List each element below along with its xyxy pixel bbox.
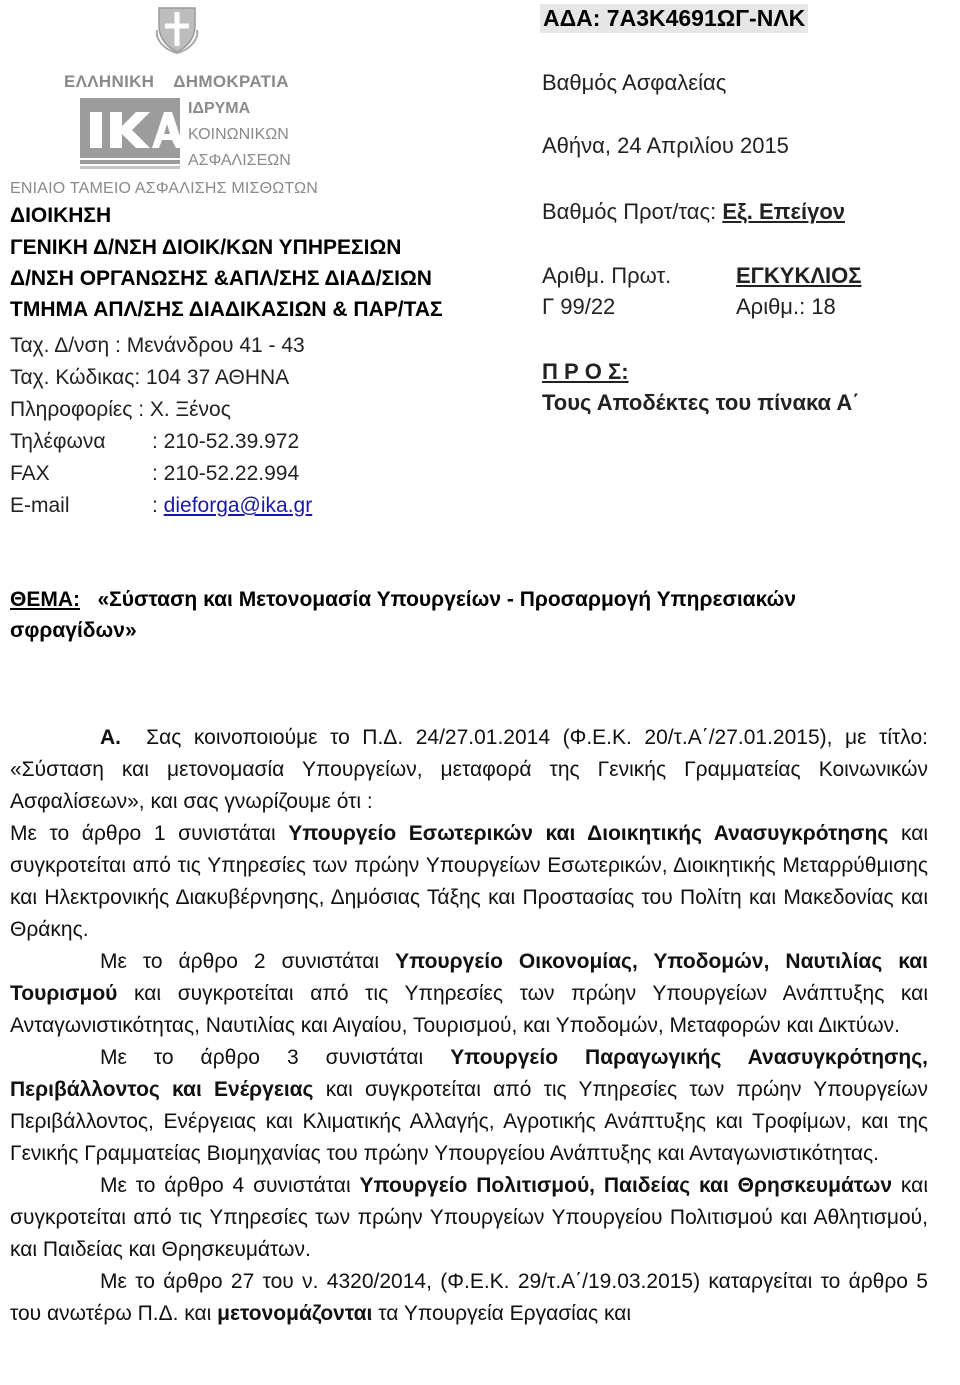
email-label: E-mail [10,494,70,517]
logo-org-line3: ΑΣΦΑΛΙΣΕΩΝ [188,152,291,169]
paragraph-4-text-a: Με το άρθρο 3 συνιστάται [100,1046,451,1069]
paragraph-3-ministry: Υπουργείο Οικονομίας, Υποδομών, Ναυτιλίας και Τουρισμού [10,950,928,1005]
paragraph-2 [10,818,928,946]
sender-fax [10,462,300,486]
fax-label: FAX [10,462,50,485]
priority-label: Βαθμός Προτ/τας: [542,199,723,224]
greek-emblem-icon [155,4,199,54]
priority-value: Εξ. Επείγον [722,199,845,224]
subject [10,584,910,646]
sender-line1: ΔΙΟΙΚΗΣΗ [10,204,112,227]
ika-logo-icon [80,98,180,170]
paragraph-1 [10,722,934,818]
paragraph-2-text-a: Με το άρθρο 1 συνιστάται [10,822,289,845]
security-grade: Βαθμός Ασφαλείας [542,70,727,95]
paragraph-3 [10,946,928,1042]
phone-label: Τηλέφωνα [10,430,106,453]
paragraph-6-keyword: μετονομάζονται [217,1302,373,1325]
circular-number: Αριθμ.: 18 [736,294,836,319]
sender-phone [10,430,300,454]
paragraph-5-text-c: και συγκροτείται από τις Υπηρεσίες των πρώην Υπουργείων Υπουργείου Πολιτισμού και Αθλητισμού, και Παιδείας και Θρησκευμάτων. [10,1174,928,1261]
paragraph-4-text-c: και συγκροτείται από τις Υπηρεσίες των πρώην Υπουργείων Περιβάλλοντος, Ενέργειας και Κλιματικής Αλλαγής, Αγροτικής Ανάπτυξης και Τροφίμων, και της Γενικής Γραμματείας Βιομηχανίας του πρώην Υπουργείου Ανάπτυξης και Ανταγωνιστικότητας. [10,1078,929,1165]
paragraph-5-ministry: Υπουργείο Πολιτισμού, Παιδείας και Θρησκευμάτων [359,1174,893,1197]
protocol-label: Αριθμ. Πρωτ. [542,263,672,288]
logo-country [64,72,289,92]
recipients-value: Τους Αποδέκτες του πίνακα Α΄ [542,390,860,415]
subject-text: «Σύσταση και Μετονομασία Υπουργείων - Προσαρμογή Υπηρεσιακών σφραγίδων» [10,588,802,642]
logo-country-word2: ΔΗΜΟΚΡΑΤΙΑ [173,72,289,91]
document-body [10,722,934,1330]
logo-org-line1: ΙΔΡΥΜΑ [188,100,251,117]
email-value-wrap [152,494,312,518]
paragraph-6 [10,1266,928,1330]
logo-country-word1: ΕΛΛΗΝΙΚΗ [64,72,155,91]
protocol-value: Γ 99/22 [542,294,616,319]
paragraph-4-ministry: Υπουργείο Παραγωγικής Ανασυγκρότησης, Περιβάλλοντος και Ενέργειας [10,1046,928,1101]
paragraph-3-text-a: Με το άρθρο 2 συνιστάται [100,950,396,973]
paragraph-1-text: Σας κοινοποιούμε το Π.Δ. 24/27.01.2014 (Φ.Ε.Κ. 20/τ.Α΄/27.01.2015), με τίτλο: «Σύσταση και μετονομασία Υπουργείων, μεταφορά της Γενικής Γραμματείας Κοινωνικών Ασφαλίσεων», και σας γνωρίζουμε ότι : [10,726,934,813]
phone-value: : 210-52.39.972 [152,430,300,453]
paragraph-1-lead: Α. [100,726,121,749]
paragraph-5-text-a: Με το άρθρο 4 συνιστάται [100,1174,360,1197]
sender-line2: ΓΕΝΙΚΗ Δ/ΝΣΗ ΔΙΟΙΚ/ΚΩΝ ΥΠΗΡΕΣΙΩΝ [10,236,402,259]
sender-address: Ταχ. Δ/νση : Μενάνδρου 41 - 43 [10,334,305,357]
document-date: Αθήνα, 24 Απριλίου 2015 [542,133,789,158]
sender-line4: ΤΜΗΜΑ ΑΠΛ/ΣΗΣ ΔΙΑΔΙΚΑΣΙΩΝ & ΠΑΡ/ΤΑΣ [10,298,443,321]
email-prefix: : [152,494,164,517]
sender-email [10,494,313,518]
logo-fund-name: ΕΝΙΑΙΟ ΤΑΜΕΙΟ ΑΣΦΑΛΙΣΗΣ ΜΙΣΘΩΤΩΝ [10,180,319,197]
recipients-label: Π Ρ Ο Σ: [542,359,629,384]
paragraph-4 [10,1042,928,1170]
fax-value: : 210-52.22.994 [152,462,300,485]
circular-label: ΕΓΚΥΚΛΙΟΣ [736,263,862,288]
paragraph-2-ministry: Υπουργείο Εσωτερικών και Διοικητικής Ανασυγκρότησης [288,822,889,845]
logo-org-line2: ΚΟΙΝΩΝΙΚΩΝ [188,126,289,143]
sender-info: Πληροφορίες : Χ. Ξένος [10,398,231,421]
paragraph-2-text-c: και συγκροτείται από τις Υπηρεσίες των πρώην Υπουργείων Εσωτερικών, Διοικητικής Μεταρρύθμισης και Ηλεκτρονικής Διακυβέρνησης, Δημόσιας Τάξης και Προστασίας του Πολίτη και Μακεδονίας και Θράκης. [10,822,928,941]
paragraph-6-text-a: Με το άρθρο 27 του ν. 4320/2014, (Φ.Ε.Κ. 29/τ.Α΄/19.03.2015) καταργείται το άρθρο 5 του ανωτέρω Π.Δ. και [10,1270,928,1325]
sender-line3: Δ/ΝΣΗ ΟΡΓΑΝΩΣΗΣ &ΑΠΛ/ΣΗΣ ΔΙΑΔ/ΣΙΩΝ [10,267,432,290]
paragraph-3-text-c: και συγκροτείται από τις Υπηρεσίες των πρώην Υπουργείων Ανάπτυξης και Ανταγωνιστικότητας, Ναυτιλίας και Αιγαίου, Τουρισμού, και Υποδομών, Μεταφορών και Δικτύων. [10,982,928,1037]
paragraph-6-text-c: τα Υπουργεία Εργασίας και [372,1302,631,1325]
subject-label: ΘΕΜΑ: [10,588,80,611]
email-link[interactable]: dieforga@ika.gr [163,494,313,517]
sender-postal: Ταχ. Κώδικας: 104 37 ΑΘΗΝΑ [10,366,290,389]
priority-line [542,199,845,225]
ada-code: ΑΔΑ: 7Α3Κ4691ΩΓ-ΝΛΚ [540,4,808,33]
paragraph-5 [10,1170,928,1266]
